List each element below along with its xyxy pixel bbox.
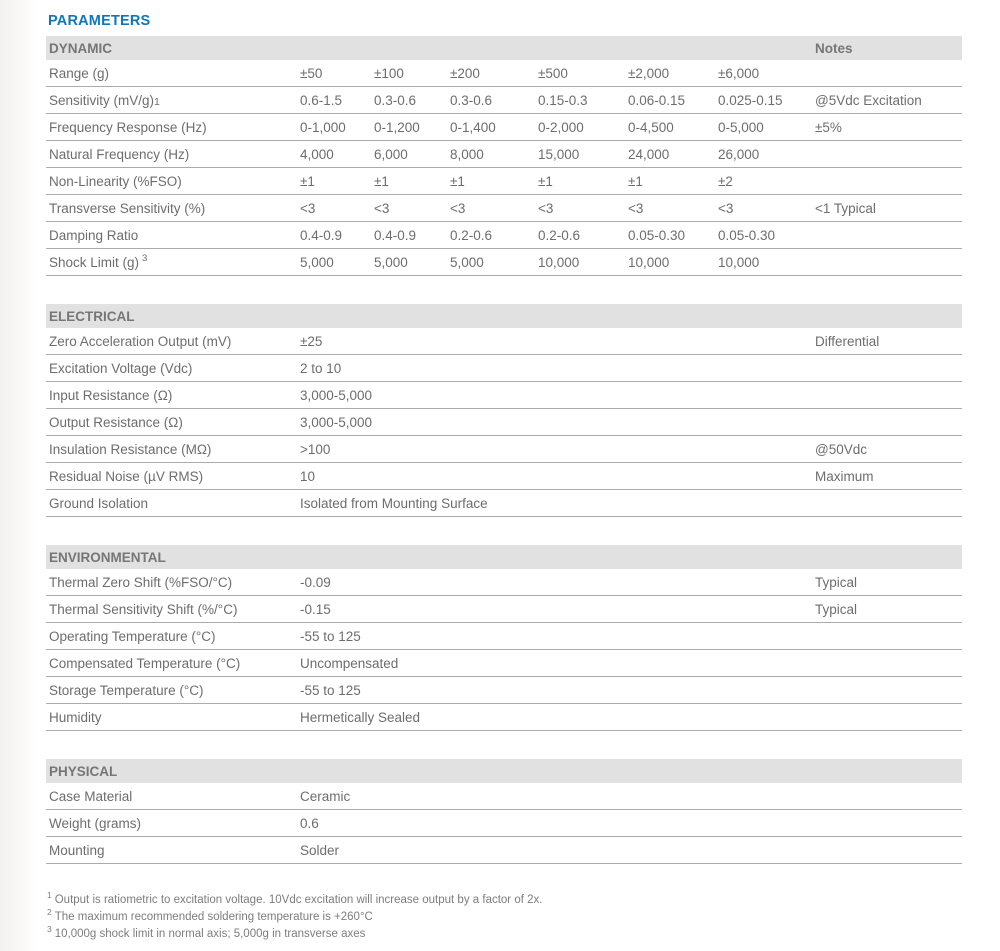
- spec-label-text: Input Resistance (Ω): [49, 387, 173, 403]
- spec-value: <3: [718, 200, 734, 216]
- spec-label-text: Thermal Zero Shift (%FSO/°C): [49, 574, 233, 590]
- section-title: ELECTRICAL: [49, 308, 135, 324]
- spec-value: ±1: [628, 173, 643, 189]
- spec-value: <3: [538, 200, 554, 216]
- spec-note: ±5%: [815, 119, 842, 135]
- spec-value: 10,000: [538, 254, 580, 270]
- footnote-text: Output is ratiometric to excitation voltage. 10Vdc excitation will increase output by a factor of 2x.: [54, 894, 543, 906]
- spec-label: [46, 388, 300, 403]
- spec-value: ±1: [374, 173, 389, 189]
- footnotes: [47, 892, 962, 943]
- spec-label: [46, 496, 300, 511]
- spec-value: ±2: [718, 173, 733, 189]
- spec-value: 0.4-0.9: [374, 227, 417, 243]
- spec-row: [46, 249, 962, 276]
- spec-label-text: Insulation Resistance (MΩ): [49, 441, 212, 457]
- spec-label: [46, 602, 300, 617]
- spec-row: [46, 783, 962, 810]
- spec-value: 0.4-0.9: [300, 227, 343, 243]
- spec-value: Hermetically Sealed: [300, 709, 421, 725]
- footnote: [47, 926, 962, 943]
- spec-label-text: Excitation Voltage (Vdc): [49, 360, 193, 376]
- spec-row: [46, 810, 962, 837]
- spec-value: 0-1,400: [450, 119, 496, 135]
- parameters-table: [46, 36, 962, 864]
- spec-label-text: Case Material: [49, 788, 133, 804]
- spec-row: [46, 60, 962, 87]
- spec-label-text: Weight (grams): [49, 815, 142, 831]
- spec-value: 3,000-5,000: [300, 414, 373, 430]
- spec-label: [46, 683, 300, 698]
- spec-row: [46, 704, 962, 731]
- spec-value: 0.6-1.5: [300, 92, 343, 108]
- spec-note: Typical: [815, 601, 858, 617]
- spec-label: [46, 656, 300, 671]
- spec-row: [46, 490, 962, 517]
- spec-value: ±100: [374, 65, 404, 81]
- spec-label: [46, 201, 300, 216]
- spec-row: [46, 409, 962, 436]
- spec-label: [46, 147, 300, 162]
- spec-label-text: Storage Temperature (°C): [49, 682, 204, 698]
- section-header-dynamic: [46, 36, 962, 60]
- spec-value: Uncompensated: [300, 655, 399, 671]
- spec-value: ±25: [300, 333, 323, 349]
- footnote-marker: 1: [47, 890, 52, 901]
- section-electrical: [46, 304, 962, 517]
- spec-label: [46, 710, 300, 725]
- footnote-text: The maximum recommended soldering temperature is +260°C: [54, 911, 373, 923]
- spec-value: 2 to 10: [300, 360, 342, 376]
- spec-row: [46, 355, 962, 382]
- section-title: DYNAMIC: [49, 40, 112, 56]
- spec-value: 0.6: [300, 815, 319, 831]
- spec-value: -0.09: [300, 574, 331, 590]
- spec-label-text: Compensated Temperature (°C): [49, 655, 241, 671]
- spec-value: 10: [300, 468, 316, 484]
- spec-value: ±500: [538, 65, 568, 81]
- spec-label-text: Thermal Sensitivity Shift (%/°C): [49, 601, 238, 617]
- spec-row: [46, 141, 962, 168]
- spec-value: Ceramic: [300, 788, 351, 804]
- spec-label-text: Ground Isolation: [49, 495, 149, 511]
- spec-row: [46, 463, 962, 490]
- spec-value: ±200: [450, 65, 480, 81]
- section-header-electrical: [46, 304, 962, 328]
- spec-value: 0.2-0.6: [538, 227, 581, 243]
- spec-value: 0.2-0.6: [450, 227, 493, 243]
- footnote-marker: 1: [154, 95, 160, 108]
- spec-label: [46, 415, 300, 430]
- footnote-text: 10,000g shock limit in normal axis; 5,000g in transverse axes: [54, 928, 366, 940]
- spec-label-text: Damping Ratio: [49, 227, 139, 243]
- spec-label: [46, 629, 300, 644]
- section-header-physical: [46, 759, 962, 783]
- spec-note: Differential: [815, 333, 880, 349]
- spec-value: 0-1,000: [300, 119, 346, 135]
- spec-value: 24,000: [628, 146, 670, 162]
- spec-value: <3: [374, 200, 390, 216]
- spec-label-text: Shock Limit (g): [49, 254, 140, 270]
- spec-value: Solder: [300, 842, 340, 858]
- footnote-marker: 2: [47, 907, 52, 918]
- footnote: [47, 909, 962, 926]
- spec-label-text: Mounting: [49, 842, 105, 858]
- spec-label-text: Range (g): [49, 65, 110, 81]
- spec-value: -55 to 125: [300, 628, 361, 644]
- notes-column-header: Notes: [815, 40, 853, 56]
- spec-note: @50Vdc: [815, 441, 867, 457]
- spec-row: [46, 114, 962, 141]
- spec-note: <1 Typical: [815, 200, 876, 216]
- spec-value: 3,000-5,000: [300, 387, 373, 403]
- footnote-marker: 3: [142, 253, 148, 264]
- spec-label: [46, 228, 300, 243]
- spec-row: [46, 596, 962, 623]
- spec-label: [46, 174, 300, 189]
- spec-value: -0.15: [300, 601, 331, 617]
- spec-value: 0.3-0.6: [450, 92, 493, 108]
- spec-row: [46, 328, 962, 355]
- footnote-marker: 3: [47, 924, 52, 935]
- spec-value: 26,000: [718, 146, 760, 162]
- spec-value: 10,000: [718, 254, 760, 270]
- spec-value: 0-1,200: [374, 119, 420, 135]
- spec-value: 0-2,000: [538, 119, 584, 135]
- spec-value: 10,000: [628, 254, 670, 270]
- spec-label-text: Output Resistance (Ω): [49, 414, 183, 430]
- spec-label-text: Humidity: [49, 709, 102, 725]
- section-physical: [46, 759, 962, 864]
- spec-label-text: Zero Acceleration Output (mV): [49, 333, 232, 349]
- spec-value: ±1: [300, 173, 315, 189]
- spec-label: [46, 255, 300, 270]
- spec-label: [46, 120, 300, 135]
- section-environmental: [46, 545, 962, 731]
- page-edge-shade: [0, 0, 38, 951]
- spec-label-text: Residual Noise (µV RMS): [49, 468, 204, 484]
- spec-row: [46, 168, 962, 195]
- spec-value: ±2,000: [628, 65, 670, 81]
- spec-row: [46, 382, 962, 409]
- spec-label-text: Natural Frequency (Hz): [49, 146, 190, 162]
- spec-label: [46, 575, 300, 590]
- spec-note: @5Vdc Excitation: [815, 92, 922, 108]
- spec-row: [46, 569, 962, 596]
- spec-value: 4,000: [300, 146, 334, 162]
- spec-value: 5,000: [374, 254, 408, 270]
- spec-row: [46, 87, 962, 114]
- spec-label: [46, 469, 300, 484]
- section-header-environmental: [46, 545, 962, 569]
- spec-row: [46, 677, 962, 704]
- spec-label: [46, 816, 300, 831]
- spec-row: [46, 623, 962, 650]
- spec-value: ±1: [450, 173, 465, 189]
- section-dynamic: [46, 36, 962, 276]
- spec-value: 8,000: [450, 146, 484, 162]
- spec-row: [46, 195, 962, 222]
- footnote: [47, 892, 962, 909]
- spec-label: [46, 334, 300, 349]
- spec-row: [46, 222, 962, 249]
- spec-value: 6,000: [374, 146, 408, 162]
- spec-value: <3: [450, 200, 466, 216]
- spec-value: >100: [300, 441, 331, 457]
- spec-note: Typical: [815, 574, 858, 590]
- spec-value: ±1: [538, 173, 553, 189]
- spec-label: [46, 361, 300, 376]
- spec-label: [46, 843, 300, 858]
- spec-value: <3: [300, 200, 316, 216]
- spec-label-text: Operating Temperature (°C): [49, 628, 216, 644]
- spec-label-text: Sensitivity (mV/g): [49, 92, 155, 108]
- spec-row: [46, 650, 962, 677]
- datasheet-parameters-page: [46, 13, 962, 943]
- spec-value: 15,000: [538, 146, 580, 162]
- spec-value: 5,000: [450, 254, 484, 270]
- spec-label-text: Frequency Response (Hz): [49, 119, 207, 135]
- spec-value: 0.05-0.30: [718, 227, 776, 243]
- section-title: ENVIRONMENTAL: [49, 549, 166, 565]
- spec-value: ±50: [300, 65, 323, 81]
- spec-label: [46, 789, 300, 804]
- spec-value: 0-5,000: [718, 119, 764, 135]
- spec-value: -55 to 125: [300, 682, 361, 698]
- spec-label-text: Non-Linearity (%FSO): [49, 173, 182, 189]
- spec-value: 0-4,500: [628, 119, 674, 135]
- spec-note: Maximum: [815, 468, 874, 484]
- spec-value: 0.025-0.15: [718, 92, 783, 108]
- spec-value: 5,000: [300, 254, 334, 270]
- spec-label: [46, 66, 300, 81]
- spec-label-text: Transverse Sensitivity (%): [49, 200, 206, 216]
- spec-value: Isolated from Mounting Surface: [300, 495, 488, 511]
- spec-value: 0.15-0.3: [538, 92, 588, 108]
- spec-value: ±6,000: [718, 65, 760, 81]
- spec-value: 0.3-0.6: [374, 92, 417, 108]
- spec-row: [46, 436, 962, 463]
- spec-row: [46, 837, 962, 864]
- section-title: PHYSICAL: [49, 763, 118, 779]
- page-title: PARAMETERS: [48, 13, 151, 29]
- spec-label: [46, 442, 300, 457]
- spec-value: 0.06-0.15: [628, 92, 686, 108]
- spec-value: 0.05-0.30: [628, 227, 686, 243]
- spec-label: [46, 93, 300, 108]
- spec-value: <3: [628, 200, 644, 216]
